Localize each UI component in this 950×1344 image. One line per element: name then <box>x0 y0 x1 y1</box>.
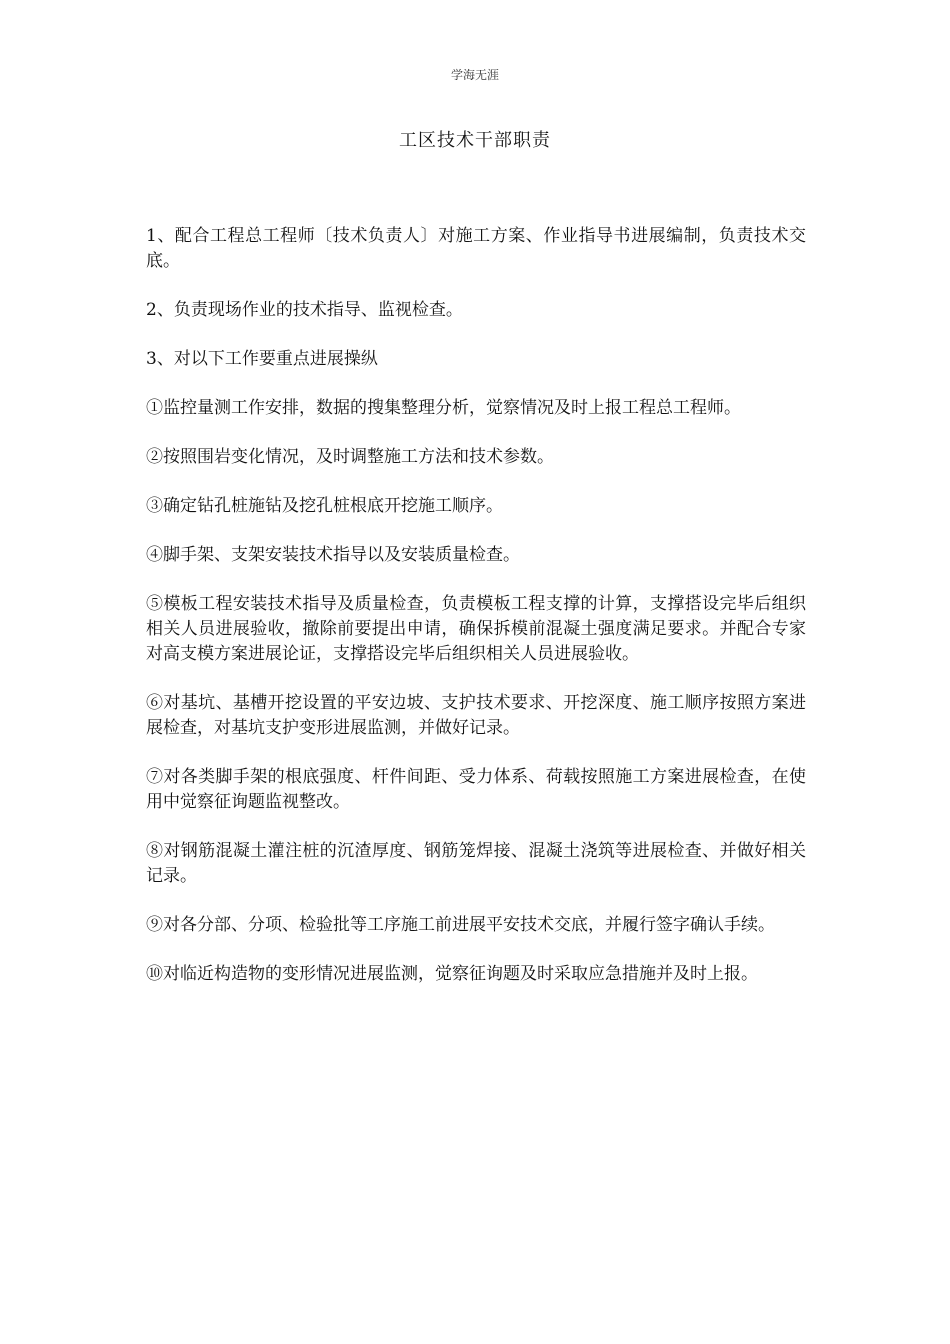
paragraph-2: 2、负责现场作业的技术指导、监视检查。 <box>146 300 463 320</box>
list-item-3: ③确定钻孔桩施钻及挖孔桩根底开挖施工顺序。 <box>146 496 503 516</box>
page-header: 学海无涯 <box>450 68 499 82</box>
list-item-7: ⑦对各类脚手架的根底强度、杆件间距、受力体系、荷载按照施工方案进展检查，在使用中觉察征询题监视整改。 <box>146 767 806 812</box>
list-item-4: ④脚手架、支架安装技术指导以及安装质量检查。 <box>146 545 520 565</box>
list-item-9: ⑨对各分部、分项、检验批等工序施工前进展平安技术交底，并履行签字确认手续。 <box>146 915 775 935</box>
list-item-10: ⑩对临近构造物的变形情况进展监测，觉察征询题及时采取应急措施并及时上报。 <box>146 964 758 984</box>
list-item-5: ⑤模板工程安装技术指导及质量检查，负责模板工程支撑的计算，支撑搭设完毕后组织相关人员进展验收，撤除前要提出申请，确保拆模前混凝土强度满足要求。并配合专家对高支模方案进展论证，支撑搭设完毕后组织相关人员进展验收。 <box>146 594 806 664</box>
document-title: 工区技术干部职责 <box>399 130 551 151</box>
paragraph-1: 1、配合工程总工程师〔技术负责人〕对施工方案、作业指导书进展编制，负责技术交底。 <box>146 226 806 271</box>
list-item-8: ⑧对钢筋混凝土灌注桩的沉渣厚度、钢筋笼焊接、混凝土浇筑等进展检查、并做好相关记录。 <box>146 841 806 886</box>
list-item-2: ②按照围岩变化情况，及时调整施工方法和技术参数。 <box>146 447 554 467</box>
document-body <box>146 224 806 1011</box>
list-item-1: ①监控量测工作安排，数据的搜集整理分析，觉察情况及时上报工程总工程师。 <box>146 398 741 418</box>
paragraph-3: 3、对以下工作要重点进展操纵 <box>146 349 378 369</box>
list-item-6: ⑥对基坑、基槽开挖设置的平安边坡、支护技术要求、开挖深度、施工顺序按照方案进展检查，对基坑支护变形进展监测，并做好记录。 <box>146 693 806 738</box>
